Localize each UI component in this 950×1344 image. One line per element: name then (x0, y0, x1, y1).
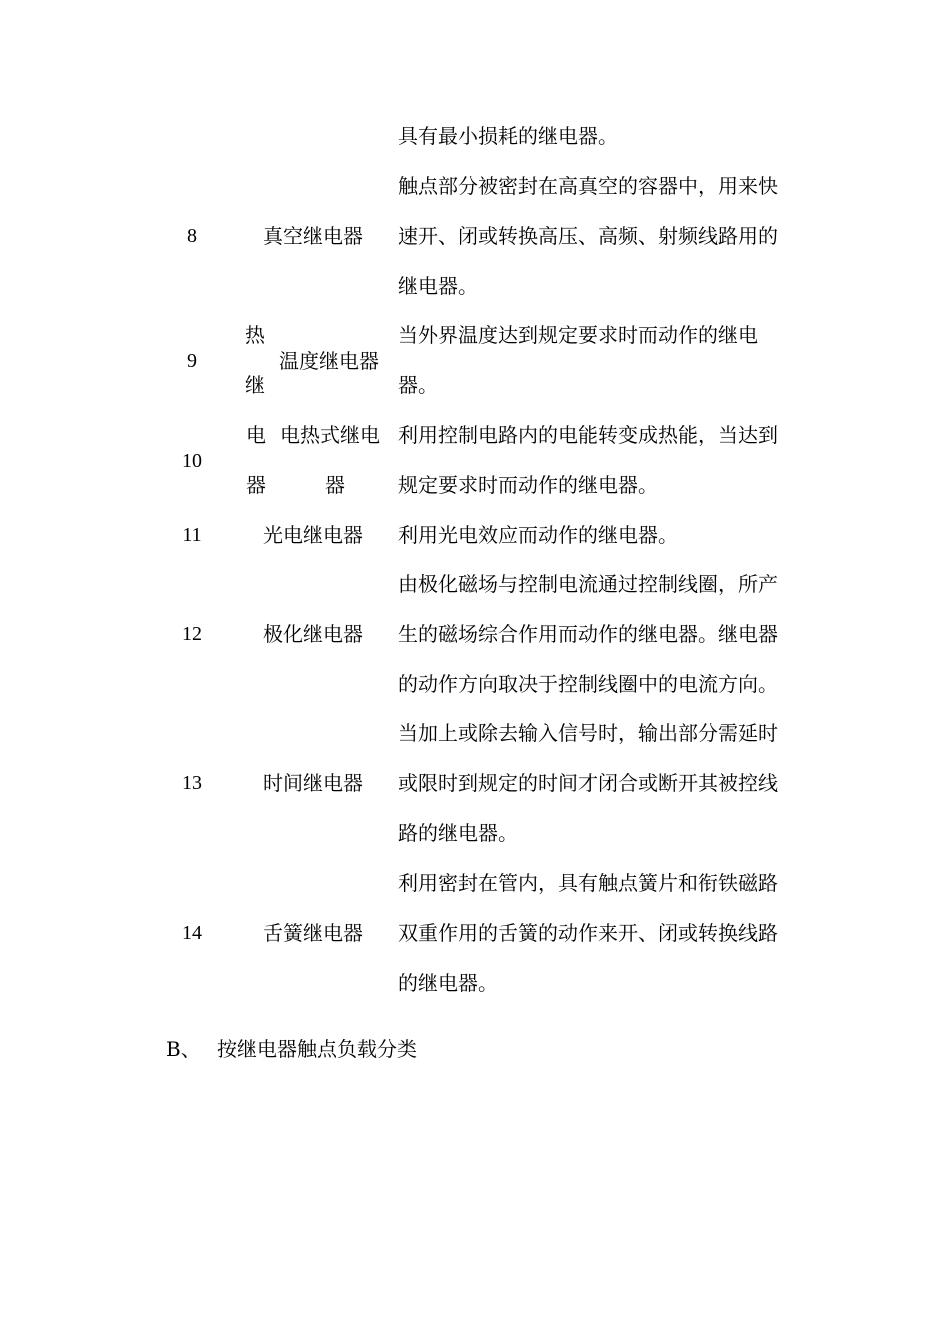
description-line: 生的磁场综合作用而动作的继电器。继电器 (398, 622, 778, 646)
relay-name: 真空继电器 (263, 224, 363, 248)
description-line: 的动作方向取决于控制线圈中的电流方向。 (398, 672, 778, 696)
description-line: 利用控制电路内的电能转变成热能，当达到 (398, 423, 778, 447)
description-line: 当外界温度达到规定要求时而动作的继电 (398, 323, 758, 347)
description-line: 双重作用的舌簧的动作来开、闭或转换线路 (398, 921, 778, 945)
row-number: 9 (187, 350, 197, 372)
row-number: 11 (182, 524, 202, 546)
description-line: 利用密封在管内，具有触点簧片和衔铁磁路 (398, 871, 778, 895)
section-title: 按继电器触点负载分类 (217, 1037, 417, 1061)
description-line: 路的继电器。 (398, 821, 518, 845)
description-line: 由极化磁场与控制电流通过控制线圈，所产 (398, 572, 778, 596)
description-line: 或限时到规定的时间才闭合或断开其被控线 (398, 771, 778, 795)
relay-name: 电热式继电 (280, 423, 380, 447)
row-number: 12 (182, 623, 202, 645)
section-label: B、 (166, 1037, 201, 1061)
row-number: 8 (187, 225, 197, 247)
table-cell-description: 具有最小损耗的继电器。 (398, 124, 618, 148)
category-char: 电 (246, 423, 266, 447)
description-line: 当加上或除去输入信号时，输出部分需延时 (398, 721, 778, 745)
description-line: 利用光电效应而动作的继电器。 (398, 523, 678, 547)
description-line: 的继电器。 (398, 971, 498, 995)
description-line: 规定要求时而动作的继电器。 (398, 473, 658, 497)
description-line: 速开、闭或转换高压、高频、射频线路用的 (398, 224, 778, 248)
relay-name: 光电继电器 (263, 523, 363, 547)
relay-name: 器 (325, 473, 345, 497)
row-number: 14 (182, 922, 202, 944)
relay-name: 极化继电器 (263, 622, 363, 646)
category-char: 热 (245, 323, 265, 347)
relay-name: 温度继电器 (279, 349, 379, 373)
description-line: 触点部分被密封在高真空的容器中，用来快 (398, 174, 778, 198)
category-char: 器 (246, 473, 266, 497)
row-number: 13 (182, 772, 202, 794)
relay-name: 舌簧继电器 (263, 921, 363, 945)
description-line: 继电器。 (398, 274, 478, 298)
row-number: 10 (182, 450, 202, 472)
description-line: 器。 (398, 373, 438, 397)
relay-name: 时间继电器 (263, 771, 363, 795)
category-char: 继 (245, 373, 265, 397)
